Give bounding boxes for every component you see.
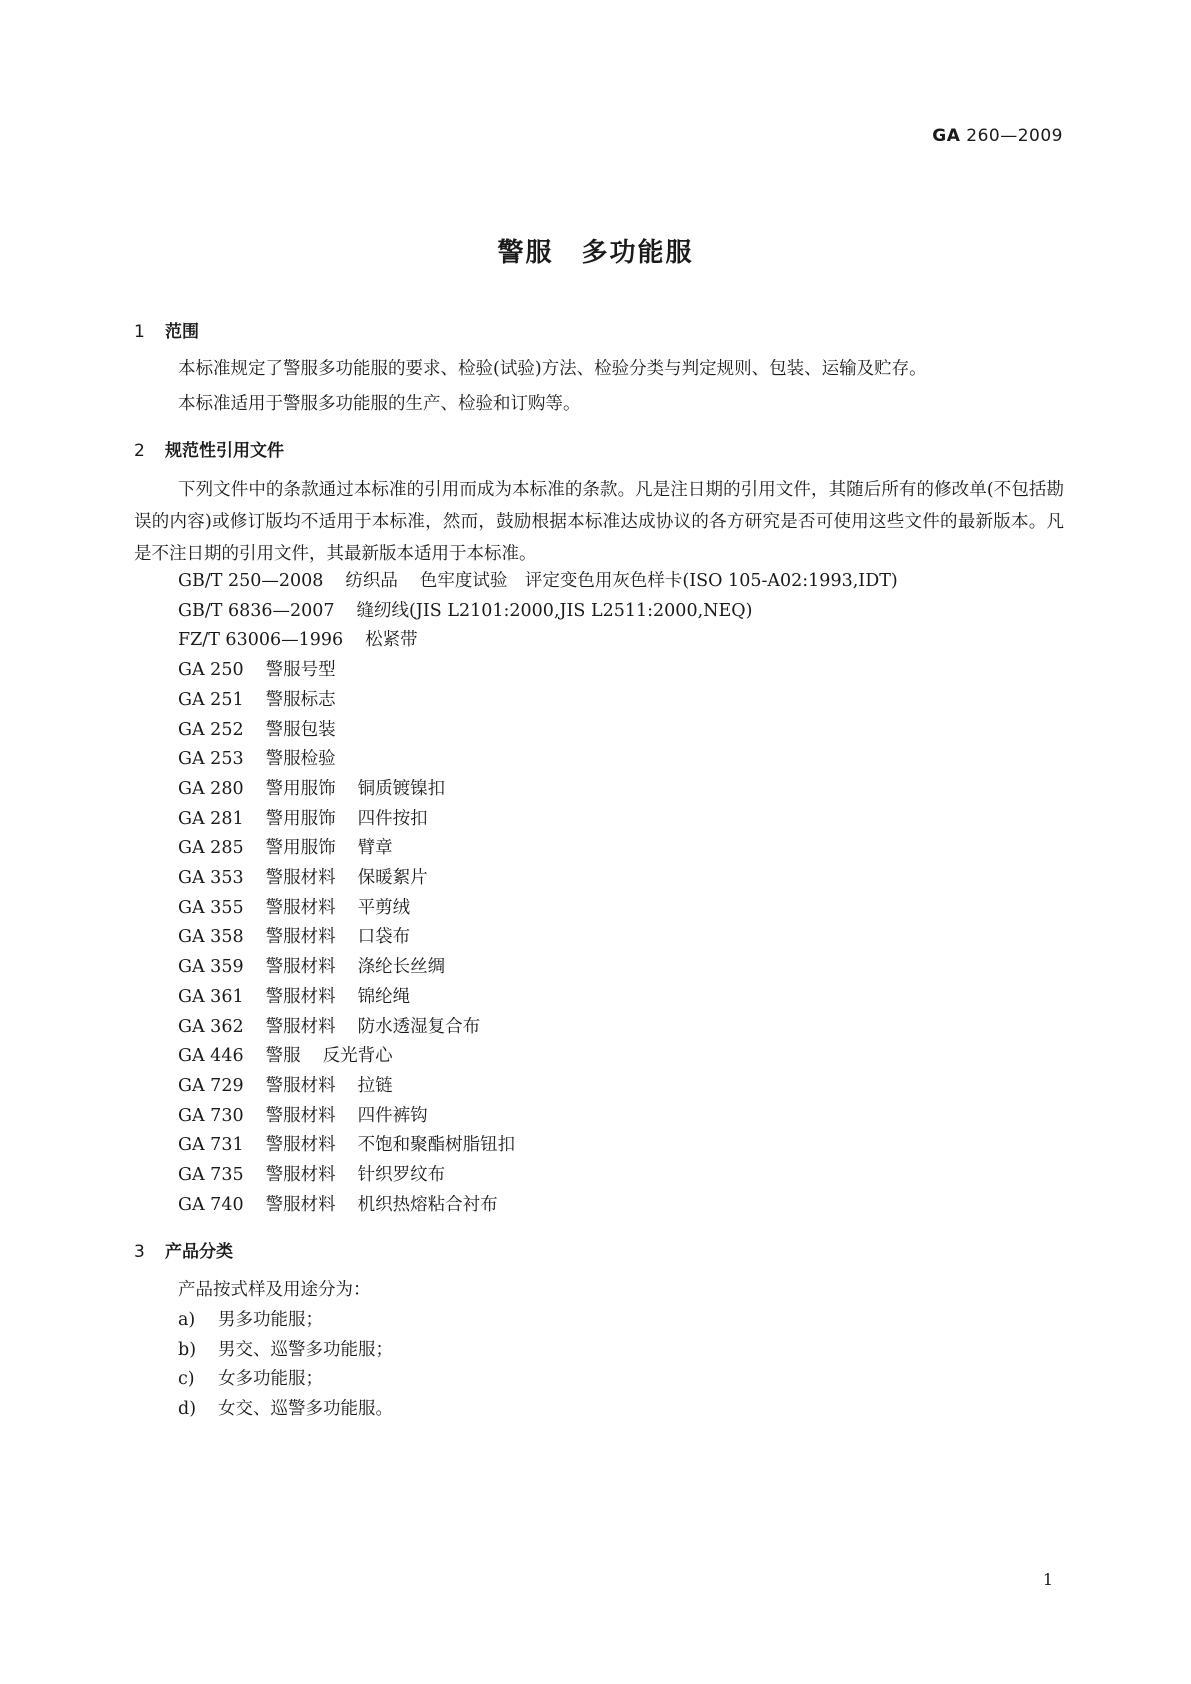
classification-item xyxy=(178,1338,393,1362)
reference-item xyxy=(178,599,752,623)
reference-item xyxy=(178,866,428,890)
reference-item xyxy=(178,569,898,593)
reference-subtitle: 反光背心 xyxy=(322,1046,393,1067)
references-intro: 下列文件中的条款通过本标准的引用而成为本标准的条款。凡是注日期的引用文件，其随后所有的修改单(不包括勘误的内容)或修订版均不适用于本标准，然而，鼓励根据本标准达成协议的各方研究是否可使用这些文件的最新版本。凡是不注日期的引用文件，其最新版本适用于本标准。 xyxy=(134,480,1064,564)
list-marker: c) xyxy=(178,1369,195,1390)
reference-code: GA 353 xyxy=(178,868,244,888)
reference-title: 警服材料 xyxy=(265,1105,336,1126)
standard-number: 260—2009 xyxy=(966,126,1063,146)
reference-subtitle: 四件裤钩 xyxy=(357,1105,428,1126)
reference-subtitle: 臂章 xyxy=(357,838,393,859)
section-title: 产品分类 xyxy=(165,1242,233,1262)
reference-title: 警服号型 xyxy=(265,660,336,681)
page-number: 1 xyxy=(1042,1570,1053,1589)
reference-code: GA 729 xyxy=(178,1075,244,1096)
reference-title: 缝纫线(JIS L2101:2000,JIS L2511:2000,NEQ) xyxy=(356,600,753,621)
reference-subtitle: 平剪绒 xyxy=(357,897,411,918)
reference-code: GA 285 xyxy=(178,838,244,859)
reference-item xyxy=(178,1044,393,1068)
reference-code: GA 740 xyxy=(178,1194,244,1215)
reference-code: GA 252 xyxy=(178,719,244,740)
reference-subtitle: 四件按扣 xyxy=(357,808,428,829)
classification-item xyxy=(178,1308,323,1332)
standard-code xyxy=(932,126,1063,146)
reference-title: 警服检验 xyxy=(265,749,336,770)
section-heading-scope xyxy=(134,317,199,342)
reference-title: 警服材料 xyxy=(265,1135,336,1156)
reference-item xyxy=(178,1133,515,1157)
reference-code: GA 359 xyxy=(178,957,244,978)
reference-title: 警服标志 xyxy=(265,689,336,710)
reference-title: 警服包装 xyxy=(265,719,336,740)
reference-item xyxy=(178,658,336,682)
reference-code: GA 280 xyxy=(178,778,244,799)
reference-item xyxy=(178,628,418,652)
section-heading-references xyxy=(134,436,284,461)
section-number: 1 xyxy=(134,322,145,342)
reference-item xyxy=(178,1074,393,1098)
list-text: 女多功能服； xyxy=(218,1369,323,1390)
reference-code: GA 253 xyxy=(178,749,244,770)
reference-item xyxy=(178,1104,428,1128)
section-number: 3 xyxy=(134,1242,145,1262)
reference-subtitle: 针织罗纹布 xyxy=(357,1165,446,1185)
reference-subtitle: 涤纶长丝绸 xyxy=(357,957,446,978)
reference-item xyxy=(178,688,336,712)
reference-subtitle: 不饱和聚酯树脂钮扣 xyxy=(357,1135,516,1156)
reference-item xyxy=(178,955,445,979)
reference-title: 警用服饰 xyxy=(265,808,336,829)
reference-subtitle: 铜质镀镍扣 xyxy=(357,778,446,799)
reference-subtitle: 保暖絮片 xyxy=(357,868,428,888)
reference-subtitle: 口袋布 xyxy=(357,927,411,948)
reference-title: 警服材料 xyxy=(265,1016,336,1037)
list-marker: a) xyxy=(178,1310,196,1330)
reference-code: GA 730 xyxy=(178,1105,244,1126)
reference-code: GA 251 xyxy=(178,689,244,710)
reference-item xyxy=(178,777,445,801)
reference-item xyxy=(178,747,336,771)
reference-subtitle: 色牢度试验 评定变色用灰色样卡(ISO 105-A02:1993,IDT) xyxy=(419,571,898,591)
reference-item xyxy=(178,1015,480,1039)
classification-intro: 产品按式样及用途分为： xyxy=(178,1280,371,1300)
scope-line-2: 本标准适用于警服多功能服的生产、检验和订购等。 xyxy=(178,394,581,414)
reference-subtitle: 拉链 xyxy=(357,1075,393,1096)
reference-item xyxy=(178,1163,445,1187)
reference-code: GA 281 xyxy=(178,808,244,829)
reference-code: GA 362 xyxy=(178,1016,244,1037)
section-number: 2 xyxy=(134,441,145,461)
reference-code: GB/T 250—2008 xyxy=(178,571,324,591)
reference-code: GA 361 xyxy=(178,986,244,1007)
standard-prefix: GA xyxy=(932,126,961,146)
scope-line-1: 本标准规定了警服多功能服的要求、检验(试验)方法、检验分类与判定规则、包装、运输及贮存。 xyxy=(178,359,927,379)
reference-item xyxy=(178,925,410,949)
section-title: 规范性引用文件 xyxy=(165,441,284,461)
reference-subtitle: 锦纶绳 xyxy=(357,986,411,1007)
reference-title: 纺织品 xyxy=(345,571,398,591)
reference-subtitle: 防水透湿复合布 xyxy=(357,1016,481,1037)
reference-item xyxy=(178,1193,498,1217)
section-title: 范围 xyxy=(165,322,199,342)
reference-title: 警服 xyxy=(265,1046,301,1067)
reference-item xyxy=(178,718,336,742)
reference-code: GA 250 xyxy=(178,660,244,681)
reference-title: 警服材料 xyxy=(265,1165,336,1185)
reference-code: GA 731 xyxy=(178,1135,244,1156)
reference-title: 警服材料 xyxy=(265,986,336,1007)
list-text: 女交、巡警多功能服。 xyxy=(218,1399,393,1420)
reference-title: 松紧带 xyxy=(365,630,418,651)
reference-title: 警服材料 xyxy=(265,1075,336,1096)
reference-code: GA 446 xyxy=(178,1046,244,1067)
reference-subtitle: 机织热熔粘合衬布 xyxy=(357,1194,498,1215)
reference-title: 警服材料 xyxy=(265,927,336,948)
section-heading-classification xyxy=(134,1237,233,1262)
reference-title: 警服材料 xyxy=(265,897,336,918)
list-text: 男多功能服； xyxy=(218,1310,323,1330)
list-marker: d) xyxy=(178,1399,197,1420)
reference-item xyxy=(178,836,393,860)
reference-code: GB/T 6836—2007 xyxy=(178,600,335,621)
classification-item xyxy=(178,1367,323,1391)
reference-item xyxy=(178,807,428,831)
reference-item xyxy=(178,896,410,920)
reference-title: 警服材料 xyxy=(265,868,336,888)
list-text: 男交、巡警多功能服； xyxy=(218,1339,393,1360)
classification-item xyxy=(178,1397,393,1421)
reference-title: 警用服饰 xyxy=(265,838,336,859)
reference-item xyxy=(178,985,410,1009)
reference-code: GA 358 xyxy=(178,927,244,948)
reference-title: 警服材料 xyxy=(265,1194,336,1215)
document-title: 警服 多功能服 xyxy=(497,238,694,268)
reference-title: 警服材料 xyxy=(265,957,336,978)
list-marker: b) xyxy=(178,1339,197,1360)
reference-code: GA 355 xyxy=(178,897,244,918)
reference-code: FZ/T 63006—1996 xyxy=(178,630,344,651)
reference-title: 警用服饰 xyxy=(265,778,336,799)
reference-code: GA 735 xyxy=(178,1165,244,1185)
